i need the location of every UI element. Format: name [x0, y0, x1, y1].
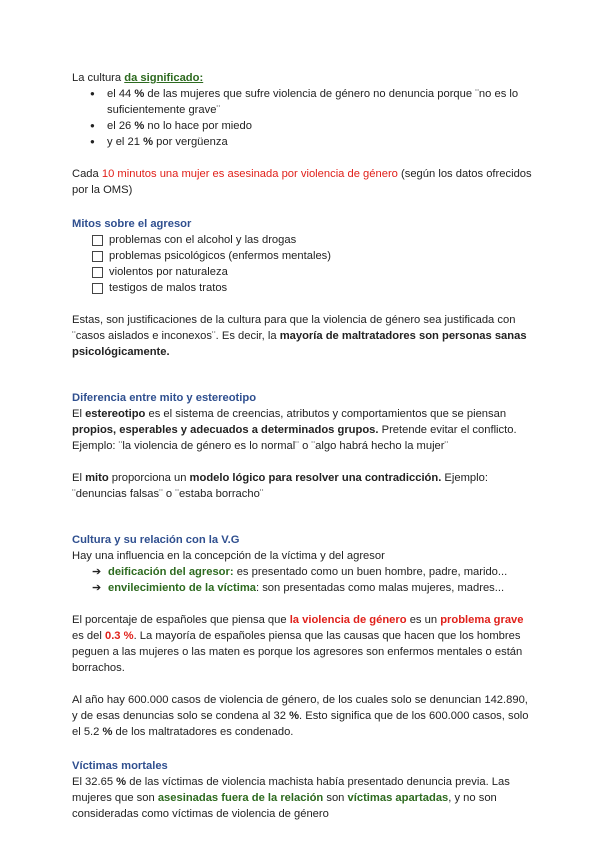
document-page	[72, 70, 532, 822]
list-item: ● el 26 % no lo hace por miedo	[90, 118, 532, 134]
culture-intro-link[interactable]: da significado:	[124, 72, 204, 84]
casos-paragraph: Al año hay 600.000 casos de violencia de género, de los cuales solo se denuncian 142.890, y de esas denuncias solo se condena al 32 %. Esto significa que de los 600.000 casos, solo el 5.2 % de los maltratadores es condenado.	[72, 694, 529, 738]
checklist-item: testigos de malos tratos	[92, 280, 532, 296]
arrow-right-icon: ➔	[92, 566, 102, 578]
mitos-checklist	[72, 232, 532, 296]
oms-stat-paragraph: Cada 10 minutos una mujer es asesinada por violencia de género (según los datos ofrecidos por la OMS)	[72, 168, 532, 196]
victimas-paragraph: El 32.65 % de las víctimas de violencia machista había presentado denuncia previa. Las mujeres que son asesinadas fuera de la relación son víctimas apartadas, y no son consideradas como víctimas de violencia de género	[72, 776, 510, 820]
estereotipo-paragraph: El estereotipo es el sistema de creencias, atributos y comportamientos que se piensan propios, esperables y adecuados a determinados grupos. Pretende evitar el conflicto.	[72, 408, 517, 436]
porcentaje-paragraph: El porcentaje de españoles que piensa que la violencia de género es un problema grave es del 0.3 %. La mayoría de españoles piensa que las causas que hacen que los hombres peguen a las mujeres o las maten es porque los agresores son enfermos mentales o están borrachos.	[72, 614, 524, 674]
checkbox[interactable]	[92, 267, 103, 278]
culture-bullet-list	[72, 86, 532, 150]
checkbox[interactable]	[92, 235, 103, 246]
checklist-item: violentos por naturaleza	[92, 264, 532, 280]
list-item: ➔ envilecimiento de la víctima: son presentadas como malas mujeres, madres...	[92, 582, 505, 594]
mitos-paragraph: Estas, son justificaciones de la cultura para que la violencia de género sea justificada con ¨casos aislados e inconexos¨. Es decir, la mayoría de maltratadores son personas sanas psicológicamente.	[72, 314, 527, 358]
checklist-item: problemas con el alcohol y las drogas	[92, 232, 532, 248]
list-item: ➔ deificación del agresor: es presentado como un buen hombre, padre, marido...	[92, 566, 508, 578]
checklist-item: problemas psicológicos (enfermos mentales)	[92, 248, 532, 264]
list-item: ● y el 21 % por vergüenza	[90, 134, 532, 150]
mito-paragraph: El mito proporciona un modelo lógico para resolver una contradicción. Ejemplo: ¨denuncias falsas¨ o ¨estaba borracho¨	[72, 472, 488, 500]
arrow-right-icon: ➔	[92, 582, 102, 594]
culture-intro: La cultura da significado:	[72, 72, 204, 84]
stat-highlight: 10 minutos una mujer es asesinada por violencia de género	[101, 168, 398, 180]
section-heading-victimas: Víctimas mortales	[72, 760, 168, 772]
cultura-arrow-list	[72, 564, 532, 596]
estereotipo-example: Ejemplo: ¨la violencia de género es lo normal¨ o ¨algo habrá hecho la mujer¨	[72, 440, 449, 452]
checkbox[interactable]	[92, 251, 103, 262]
section-heading-cultura: Cultura y su relación con la V.G	[72, 534, 240, 546]
section-heading-diferencia: Diferencia entre mito y estereotipo	[72, 392, 257, 404]
section-heading-mitos: Mitos sobre el agresor	[72, 218, 192, 230]
checkbox[interactable]	[92, 283, 103, 294]
cultura-intro: Hay una influencia en la concepción de la víctima y del agresor	[72, 550, 385, 562]
list-item: ● el 44 % de las mujeres que sufre violencia de género no denuncia porque ¨no es lo suficientemente grave¨	[90, 86, 532, 118]
